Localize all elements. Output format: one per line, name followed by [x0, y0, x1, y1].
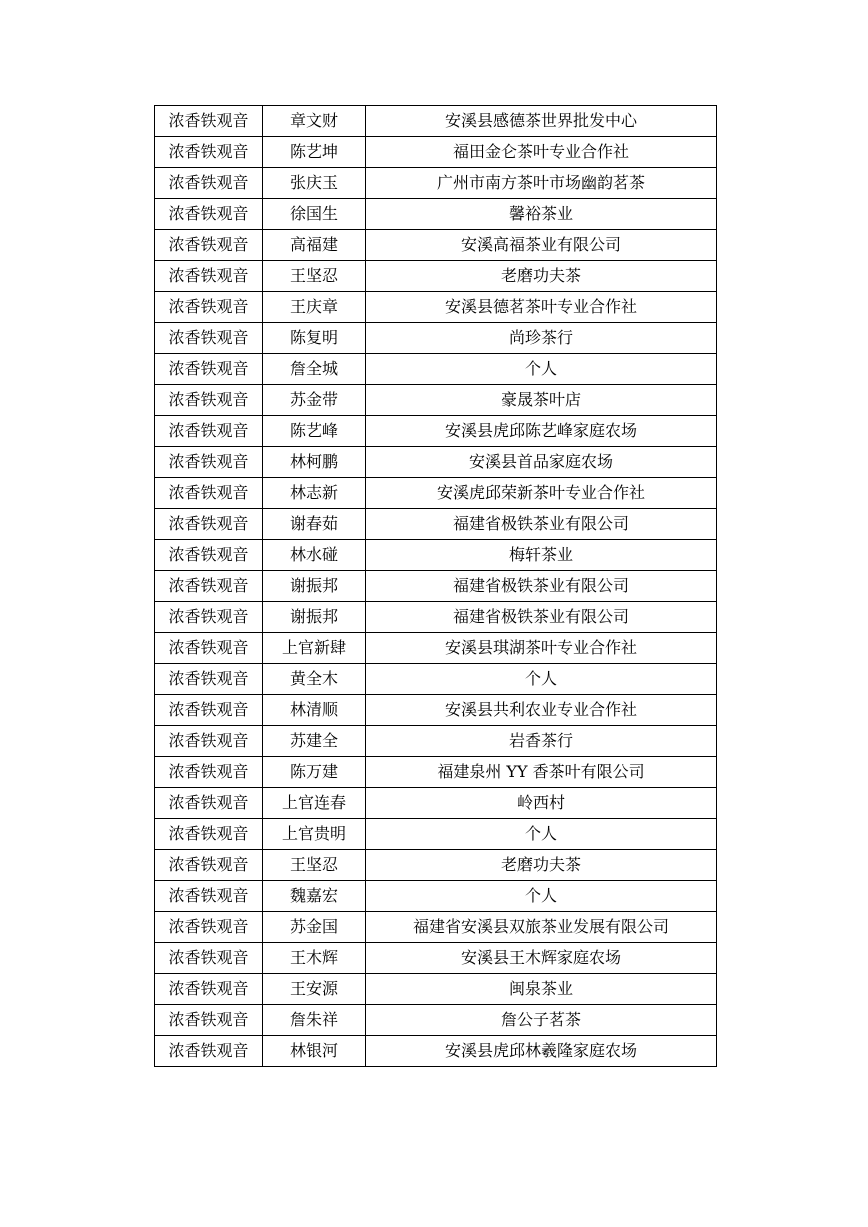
company-cell: 福建泉州 YY 香茶叶有限公司: [366, 757, 717, 788]
company-cell: 个人: [366, 354, 717, 385]
table-row: [155, 912, 717, 943]
name-cell: 林志新: [263, 478, 366, 509]
name-cell: 王安源: [263, 974, 366, 1005]
table-row: [155, 199, 717, 230]
variety-cell: 浓香铁观音: [155, 757, 263, 788]
name-cell: 谢振邦: [263, 571, 366, 602]
name-cell: 上官连春: [263, 788, 366, 819]
variety-cell: 浓香铁观音: [155, 199, 263, 230]
company-cell: 安溪县共利农业专业合作社: [366, 695, 717, 726]
name-cell: 谢振邦: [263, 602, 366, 633]
variety-cell: 浓香铁观音: [155, 261, 263, 292]
name-cell: 王坚忍: [263, 850, 366, 881]
table-row: [155, 757, 717, 788]
table-row: [155, 385, 717, 416]
variety-cell: 浓香铁观音: [155, 912, 263, 943]
company-cell: 老磨功夫茶: [366, 261, 717, 292]
variety-cell: 浓香铁观音: [155, 416, 263, 447]
company-cell: 安溪县感德茶世界批发中心: [366, 106, 717, 137]
table-row: [155, 633, 717, 664]
variety-cell: 浓香铁观音: [155, 447, 263, 478]
table-row: [155, 1036, 717, 1067]
company-cell: 安溪高福茶业有限公司: [366, 230, 717, 261]
table-row: [155, 509, 717, 540]
variety-cell: 浓香铁观音: [155, 354, 263, 385]
table-row: [155, 354, 717, 385]
company-cell: 安溪县虎邱陈艺峰家庭农场: [366, 416, 717, 447]
variety-cell: 浓香铁观音: [155, 385, 263, 416]
name-cell: 苏建全: [263, 726, 366, 757]
name-cell: 林柯鹏: [263, 447, 366, 478]
table-row: [155, 664, 717, 695]
name-cell: 林水碰: [263, 540, 366, 571]
variety-cell: 浓香铁观音: [155, 478, 263, 509]
table-row: [155, 416, 717, 447]
company-cell: 福建省极铁茶业有限公司: [366, 571, 717, 602]
company-cell: 詹公子茗茶: [366, 1005, 717, 1036]
table-row: [155, 943, 717, 974]
variety-cell: 浓香铁观音: [155, 571, 263, 602]
table-row: [155, 168, 717, 199]
variety-cell: 浓香铁观音: [155, 974, 263, 1005]
name-cell: 上官贵明: [263, 819, 366, 850]
table-row: [155, 1005, 717, 1036]
variety-cell: 浓香铁观音: [155, 633, 263, 664]
company-cell: 福田金仑茶叶专业合作社: [366, 137, 717, 168]
company-cell: 安溪县虎邱林羲隆家庭农场: [366, 1036, 717, 1067]
name-cell: 上官新肆: [263, 633, 366, 664]
variety-cell: 浓香铁观音: [155, 292, 263, 323]
name-cell: 黄全木: [263, 664, 366, 695]
variety-cell: 浓香铁观音: [155, 850, 263, 881]
name-cell: 詹朱祥: [263, 1005, 366, 1036]
table-row: [155, 230, 717, 261]
table-row: [155, 850, 717, 881]
table-row: [155, 106, 717, 137]
name-cell: 徐国生: [263, 199, 366, 230]
table-row: [155, 881, 717, 912]
table-row: [155, 571, 717, 602]
table-row: [155, 478, 717, 509]
variety-cell: 浓香铁观音: [155, 137, 263, 168]
table-row: [155, 540, 717, 571]
variety-cell: 浓香铁观音: [155, 788, 263, 819]
company-cell: 个人: [366, 819, 717, 850]
variety-cell: 浓香铁观音: [155, 1005, 263, 1036]
tea-entry-table-body: [155, 106, 717, 1067]
variety-cell: 浓香铁观音: [155, 602, 263, 633]
table-row: [155, 261, 717, 292]
variety-cell: 浓香铁观音: [155, 726, 263, 757]
company-cell: 个人: [366, 664, 717, 695]
company-cell: 安溪虎邱荣新茶叶专业合作社: [366, 478, 717, 509]
table-row: [155, 695, 717, 726]
variety-cell: 浓香铁观音: [155, 819, 263, 850]
company-cell: 安溪县王木辉家庭农场: [366, 943, 717, 974]
name-cell: 陈复明: [263, 323, 366, 354]
table-row: [155, 137, 717, 168]
name-cell: 陈万建: [263, 757, 366, 788]
company-cell: 梅轩茶业: [366, 540, 717, 571]
company-cell: 岭西村: [366, 788, 717, 819]
variety-cell: 浓香铁观音: [155, 168, 263, 199]
name-cell: 王木辉: [263, 943, 366, 974]
name-cell: 陈艺峰: [263, 416, 366, 447]
name-cell: 苏金国: [263, 912, 366, 943]
company-cell: 老磨功夫茶: [366, 850, 717, 881]
company-cell: 个人: [366, 881, 717, 912]
table-row: [155, 323, 717, 354]
table-row: [155, 974, 717, 1005]
name-cell: 高福建: [263, 230, 366, 261]
company-cell: 闽泉茶业: [366, 974, 717, 1005]
company-cell: 福建省安溪县双旅茶业发展有限公司: [366, 912, 717, 943]
variety-cell: 浓香铁观音: [155, 881, 263, 912]
name-cell: 魏嘉宏: [263, 881, 366, 912]
name-cell: 林清顺: [263, 695, 366, 726]
company-cell: 安溪县首品家庭农场: [366, 447, 717, 478]
table-row: [155, 447, 717, 478]
table-row: [155, 726, 717, 757]
company-cell: 安溪县琪湖茶叶专业合作社: [366, 633, 717, 664]
variety-cell: 浓香铁观音: [155, 509, 263, 540]
company-cell: 福建省极铁茶业有限公司: [366, 509, 717, 540]
name-cell: 章文财: [263, 106, 366, 137]
variety-cell: 浓香铁观音: [155, 1036, 263, 1067]
company-cell: 广州市南方茶叶市场幽韵茗茶: [366, 168, 717, 199]
company-cell: 安溪县德茗茶叶专业合作社: [366, 292, 717, 323]
variety-cell: 浓香铁观音: [155, 106, 263, 137]
variety-cell: 浓香铁观音: [155, 323, 263, 354]
company-cell: 豪晟茶叶店: [366, 385, 717, 416]
table-row: [155, 602, 717, 633]
name-cell: 陈艺坤: [263, 137, 366, 168]
name-cell: 王庆章: [263, 292, 366, 323]
table-row: [155, 292, 717, 323]
company-cell: 岩香茶行: [366, 726, 717, 757]
tea-entry-table: [154, 105, 717, 1067]
table-row: [155, 788, 717, 819]
name-cell: 林银河: [263, 1036, 366, 1067]
name-cell: 谢春茹: [263, 509, 366, 540]
variety-cell: 浓香铁观音: [155, 695, 263, 726]
variety-cell: 浓香铁观音: [155, 540, 263, 571]
company-cell: 馨裕茶业: [366, 199, 717, 230]
name-cell: 张庆玉: [263, 168, 366, 199]
name-cell: 詹全城: [263, 354, 366, 385]
variety-cell: 浓香铁观音: [155, 230, 263, 261]
name-cell: 苏金带: [263, 385, 366, 416]
variety-cell: 浓香铁观音: [155, 664, 263, 695]
table-row: [155, 819, 717, 850]
name-cell: 王坚忍: [263, 261, 366, 292]
variety-cell: 浓香铁观音: [155, 943, 263, 974]
company-cell: 尚珍茶行: [366, 323, 717, 354]
company-cell: 福建省极铁茶业有限公司: [366, 602, 717, 633]
